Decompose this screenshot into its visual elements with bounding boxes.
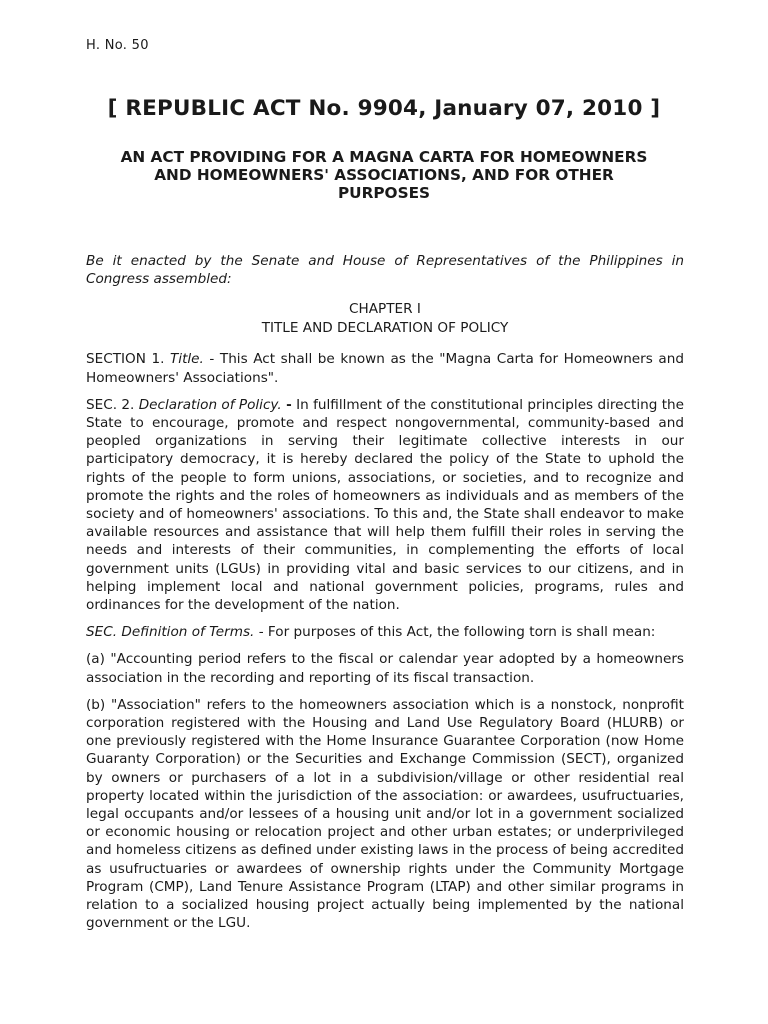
document-body <box>86 252 684 942</box>
act-name-line-2: AND HOMEOWNERS' ASSOCIATIONS, AND FOR OTHER <box>154 166 614 184</box>
chapter-title: TITLE AND DECLARATION OF POLICY <box>261 320 509 337</box>
section-3 <box>86 623 684 641</box>
chapter-heading <box>86 300 684 338</box>
section-1-heading: Title. <box>169 351 204 368</box>
act-name-line-3: PURPOSES <box>337 184 431 202</box>
section-2-dash: - <box>286 396 292 413</box>
act-name-line-1: AN ACT PROVIDING FOR A MAGNA CARTA FOR HOMEOWNERS <box>120 148 648 166</box>
section-2-heading: Declaration of Policy. <box>138 396 282 413</box>
republic-act-title: [ REPUBLIC ACT No. 9904, January 07, 2010 ] <box>107 96 661 121</box>
definition-a: (a) "Accounting period refers to the fiscal or calendar year adopted by a homeowners association in the recording and reporting of its fiscal transaction. <box>86 651 684 686</box>
section-1-label: SECTION 1. <box>86 351 165 368</box>
section-1 <box>86 350 684 386</box>
section-2-text: In fulfillment of the constitutional principles directing the State to encourage, promote and respect nongovernmental, community-based and peopled organizations in serving their legitimate collective interests in our participatory democracy, it is hereby declared the policy of the State to uphold the rights of the people to form unions, associations, or societies, and to recognize and promote the rights and the roles of homeowners as individuals and as members of the society and of homeowners' associations. To this and, the State shall endeavor to make available resources and assistance that will help them fulfill their roles in serving the needs and interests of their communities, in complementing the efforts of local government units (LGUs) in providing vital and basic services to our citizens, and in helping implement local and national government policies, programs, rules and ordinances for the development of the nation. <box>86 396 685 614</box>
section-2 <box>86 396 684 614</box>
section-2-label: SEC. 2. <box>86 396 135 413</box>
house-number: H. No. 50 <box>86 38 149 53</box>
section-3-text: - For purposes of this Act, the following torn is shall mean: <box>258 624 656 641</box>
chapter-number: CHAPTER I <box>349 301 421 318</box>
section-3-heading: SEC. Definition of Terms. <box>86 624 255 641</box>
definition-b: (b) "Association" refers to the homeowners association which is a nonstock, nonprofit corporation registered with the Housing and Land Use Regulatory Board (HLURB) or one previously registered with the Home Insurance Guarantee Corporation (now Home Guaranty Corporation) or the Securities and Exchange Commission (SECT), organized by owners or purchasers of a lot in a subdivision/village or other residential real property located within the jurisdiction of the association: or awardees, usufructuaries, legal occupants and/or lessees of a housing unit and/or lot in a government socialized or economic housing or relocation project and other urban estates; or underprivileged and homeless citizens as defined under existing laws in the process of being accredited as usufructuaries or awardees of ownership rights under the Community Mortgage Program (CMP), Land Tenure Assistance Program (LTAP) and other similar programs in relation to a socialized housing project actually being implemented by the national government or the LGU. <box>86 696 684 932</box>
section-1-text: - This Act shall be known as the "Magna Carta for Homeowners and Homeowners' Associations". <box>86 351 684 386</box>
enacting-clause: Be it enacted by the Senate and House of Representatives of the Philippines in Congress assembled: <box>86 253 684 288</box>
act-name <box>92 148 676 202</box>
